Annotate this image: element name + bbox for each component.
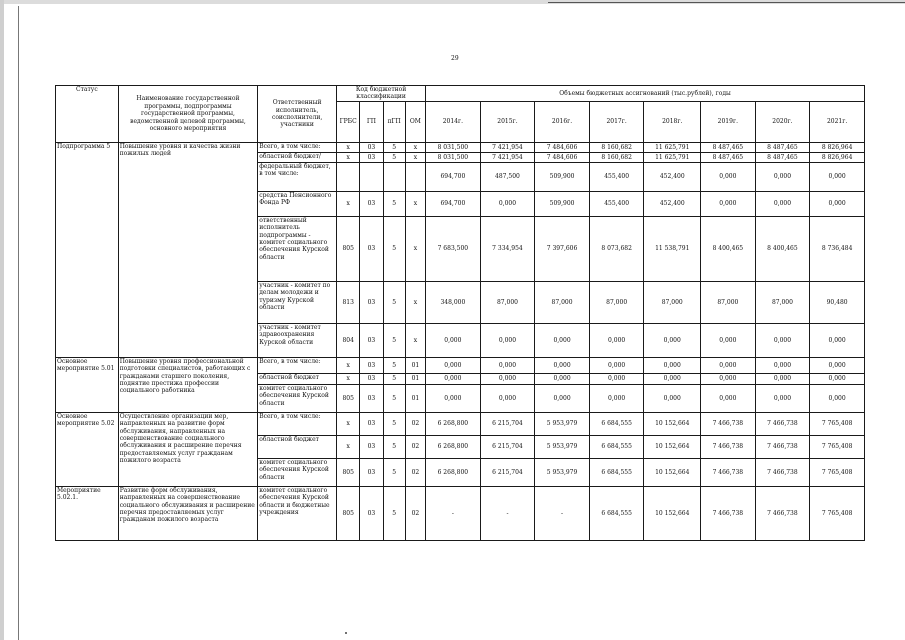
executor-cell: федеральный бюджет, в том числе: [258,162,337,191]
scan-left-line [18,6,19,640]
budget-table [55,85,865,541]
status-cell: Подпрограмма 5 [56,142,119,357]
code-cell: 03 [360,191,383,216]
executor-cell: участник - комитет здравоохранения Курской области [258,323,337,357]
status-cell: Мероприятие 5.02.1. [56,486,119,540]
code-cell: 03 [360,384,383,412]
code-cell: 03 [360,152,383,162]
value-cell: 11 625,791 [644,142,701,152]
program-name-cell: Повышение уровня и качества жизни пожилых людей [118,142,258,357]
value-cell: 6 215,704 [480,435,535,458]
value-cell: 0,000 [810,357,865,373]
code-cell [337,162,360,191]
executor-cell: комитет социального обеспечения Курской области [258,384,337,412]
value-cell: 0,000 [535,323,590,357]
value-cell: 6 215,704 [480,412,535,435]
value-cell: 8 400,465 [701,216,756,281]
value-cell: 0,000 [701,384,756,412]
value-cell: 87,000 [755,281,810,323]
value-cell: 8 160,682 [589,152,644,162]
value-cell: 0,000 [701,162,756,191]
value-cell: 0,000 [589,357,644,373]
value-cell: 6 215,704 [480,458,535,486]
header-code-1: ГП [360,101,383,142]
value-cell: 455,400 [589,162,644,191]
header-year-1: 2015г. [480,101,535,142]
executor-cell: комитет социального обеспечения Курской области [258,458,337,486]
value-cell: 7 421,954 [480,152,535,162]
value-cell: 0,000 [535,384,590,412]
header-year-7: 2021г. [810,101,865,142]
value-cell: - [535,486,590,540]
value-cell: 0,000 [535,357,590,373]
code-cell: 01 [405,373,425,384]
scan-top-line [548,2,905,3]
value-cell: 0,000 [755,191,810,216]
table-row [56,486,865,540]
code-cell: 5 [383,412,405,435]
value-cell: 0,000 [755,323,810,357]
value-cell: 8 826,964 [810,152,865,162]
value-cell: 0,000 [810,191,865,216]
value-cell: 0,000 [589,373,644,384]
value-cell: 0,000 [644,323,701,357]
value-cell: 7 466,738 [701,486,756,540]
value-cell: 90,480 [810,281,865,323]
header-name: Наименование государственной программы, подпрограммы государственной программы, ведомственной целевой программы, основного мероприятия [118,86,258,143]
value-cell: 509,900 [535,162,590,191]
value-cell: 0,000 [810,373,865,384]
value-cell: 0,000 [480,191,535,216]
header-year-4: 2018г. [644,101,701,142]
value-cell: 0,000 [810,162,865,191]
executor-cell: областной бюджет/ [258,152,337,162]
value-cell: 7 765,408 [810,435,865,458]
value-cell: 8 487,465 [755,142,810,152]
value-cell: 8 487,465 [755,152,810,162]
value-cell: 0,000 [644,373,701,384]
executor-cell: областной бюджет [258,373,337,384]
header-code-3: ОМ [405,101,425,142]
value-cell: 8 160,682 [589,142,644,152]
value-cell: 0,000 [755,162,810,191]
code-cell: х [405,281,425,323]
value-cell: 0,000 [480,357,535,373]
value-cell: 7 466,738 [755,458,810,486]
status-cell: Основное мероприятие 5.01 [56,357,119,412]
code-cell: 5 [383,373,405,384]
value-cell: 8 487,465 [701,142,756,152]
value-cell: 87,000 [535,281,590,323]
value-cell: 10 152,664 [644,412,701,435]
value-cell: 694,700 [426,191,481,216]
value-cell: 487,500 [480,162,535,191]
value-cell: 10 152,664 [644,435,701,458]
table-body [56,142,865,540]
code-cell: 03 [360,486,383,540]
header-year-2: 2016г. [535,101,590,142]
code-cell: 03 [360,142,383,152]
value-cell: 694,700 [426,162,481,191]
value-cell: 7 484,606 [535,142,590,152]
value-cell: 8 031,500 [426,152,481,162]
value-cell: 0,000 [755,384,810,412]
code-cell: х [405,191,425,216]
code-cell: х [405,152,425,162]
program-name-cell: Повышение уровня профессиональной подготовки специалистов, работающих с гражданами старшего поколения, поднятие престижа профессии социального работника [118,357,258,412]
executor-cell: участник - комитет по делам молодежи и туризму Курской области [258,281,337,323]
page-number: 29 [451,55,459,62]
value-cell: - [426,486,481,540]
header-volumes-group: Объемы бюджетных ассигнований (тыс.рублей), годы [426,86,865,102]
code-cell: х [405,323,425,357]
value-cell: 8 487,465 [701,152,756,162]
code-cell: 03 [360,323,383,357]
value-cell: 6 268,800 [426,458,481,486]
code-cell: х [337,142,360,152]
header-code-0: ГРБС [337,101,360,142]
value-cell: 6 684,555 [589,435,644,458]
value-cell: 8 031,500 [426,142,481,152]
value-cell: 87,000 [589,281,644,323]
value-cell: 0,000 [589,384,644,412]
code-cell [360,162,383,191]
value-cell: 8 400,465 [755,216,810,281]
code-cell: 01 [405,357,425,373]
value-cell: 7 484,606 [535,152,590,162]
table-header [56,86,865,143]
value-cell: 6 684,555 [589,412,644,435]
value-cell: 0,000 [701,357,756,373]
value-cell: 452,400 [644,162,701,191]
value-cell: 8 736,484 [810,216,865,281]
code-cell: 805 [337,216,360,281]
value-cell: 87,000 [701,281,756,323]
scan-left-edge [0,0,4,640]
value-cell: 0,000 [480,373,535,384]
code-cell: 805 [337,384,360,412]
value-cell: 10 152,664 [644,486,701,540]
value-cell: 509,900 [535,191,590,216]
code-cell: 03 [360,373,383,384]
header-year-3: 2017г. [589,101,644,142]
code-cell [383,162,405,191]
code-cell: 03 [360,216,383,281]
program-name-cell: Развитие форм обслуживания, направленных на совершенствование социального обслуживания и расширение перечня предоставляемых услуг гражданам пожилого возраста [118,486,258,540]
code-cell: 5 [383,152,405,162]
value-cell: 0,000 [589,323,644,357]
value-cell: 0,000 [644,357,701,373]
code-cell: 5 [383,323,405,357]
value-cell: 0,000 [755,357,810,373]
value-cell: 0,000 [426,384,481,412]
value-cell: 6 684,555 [589,458,644,486]
value-cell: 5 953,979 [535,412,590,435]
code-cell: 03 [360,435,383,458]
value-cell: 0,000 [810,384,865,412]
code-cell: 5 [383,216,405,281]
executor-cell: ответственный исполнитель подпрограммы - комитет социального обеспечения Курской области [258,216,337,281]
code-cell: х [337,191,360,216]
value-cell: 452,400 [644,191,701,216]
header-executor: Ответственный исполнитель, соисполнители, участники [258,86,337,143]
value-cell: 0,000 [426,373,481,384]
code-cell: 02 [405,486,425,540]
value-cell: 0,000 [701,323,756,357]
code-cell [405,162,425,191]
code-cell: 804 [337,323,360,357]
code-cell: 5 [383,458,405,486]
program-name-cell: Осуществление организации мер, направленных на развитие форм обслуживания, направленных на совершенствование социального обслуживания и расширение перечня предоставляемых услуг гражданам пожилого возраста [118,412,258,486]
header-code-2: пГП [383,101,405,142]
code-cell: 02 [405,458,425,486]
value-cell: 5 953,979 [535,458,590,486]
value-cell: 0,000 [810,323,865,357]
code-cell: х [337,412,360,435]
value-cell: 0,000 [426,323,481,357]
value-cell: 5 953,979 [535,435,590,458]
code-cell: 5 [383,281,405,323]
status-cell: Основное мероприятие 5.02 [56,412,119,486]
code-cell: 5 [383,384,405,412]
code-cell: 5 [383,486,405,540]
executor-cell: Всего, в том числе: [258,357,337,373]
value-cell: 7 466,738 [755,435,810,458]
value-cell: 0,000 [426,357,481,373]
value-cell: 7 334,954 [480,216,535,281]
value-cell: 455,400 [589,191,644,216]
table-row [56,357,865,373]
value-cell: 10 152,664 [644,458,701,486]
value-cell: 8 073,682 [589,216,644,281]
value-cell: 7 765,408 [810,458,865,486]
executor-cell: областной бюджет [258,435,337,458]
table-row [56,412,865,435]
code-cell: х [405,142,425,152]
value-cell: 87,000 [644,281,701,323]
code-cell: 02 [405,412,425,435]
value-cell: 0,000 [755,373,810,384]
code-cell: 03 [360,281,383,323]
value-cell: 7 466,738 [701,458,756,486]
value-cell: 0,000 [701,373,756,384]
code-cell: 5 [383,357,405,373]
code-cell: 813 [337,281,360,323]
value-cell: 0,000 [644,384,701,412]
executor-cell: средства Пенсионного Фонда РФ [258,191,337,216]
value-cell: 7 765,408 [810,486,865,540]
value-cell: 6 268,800 [426,435,481,458]
value-cell: 11 625,791 [644,152,701,162]
code-cell: 01 [405,384,425,412]
header-status: Статус [56,86,119,143]
value-cell: 7 397,606 [535,216,590,281]
header-row-top [56,86,865,102]
header-year-5: 2019г. [701,101,756,142]
executor-cell: Всего, в том числе: [258,412,337,435]
value-cell: 7 683,500 [426,216,481,281]
value-cell: 87,000 [480,281,535,323]
value-cell: 6 268,800 [426,412,481,435]
code-cell: х [337,152,360,162]
value-cell: 6 684,555 [589,486,644,540]
code-cell: 5 [383,435,405,458]
value-cell: 0,000 [701,191,756,216]
code-cell: 5 [383,191,405,216]
value-cell: 0,000 [480,323,535,357]
code-cell: 03 [360,412,383,435]
code-cell: 805 [337,458,360,486]
code-cell: 02 [405,435,425,458]
executor-cell: комитет социального обеспечения Курской области и бюджетные учреждения [258,486,337,540]
value-cell: 348,000 [426,281,481,323]
value-cell: 7 466,738 [755,412,810,435]
table-row [56,142,865,152]
header-code-group: Код бюджетной классификации [337,86,426,102]
value-cell: 7 466,738 [701,435,756,458]
value-cell: 7 466,738 [755,486,810,540]
code-cell: 03 [360,458,383,486]
code-cell: 03 [360,357,383,373]
value-cell: 0,000 [480,384,535,412]
code-cell: х [337,373,360,384]
value-cell: 11 538,791 [644,216,701,281]
header-year-6: 2020г. [755,101,810,142]
code-cell: х [337,435,360,458]
code-cell: х [337,357,360,373]
value-cell: - [480,486,535,540]
executor-cell: Всего, в том числе: [258,142,337,152]
value-cell: 0,000 [535,373,590,384]
code-cell: 805 [337,486,360,540]
code-cell: 5 [383,142,405,152]
code-cell: х [405,216,425,281]
value-cell: 7 421,954 [480,142,535,152]
header-year-0: 2014г. [426,101,481,142]
value-cell: 8 826,964 [810,142,865,152]
scan-speck [345,632,347,634]
value-cell: 7 765,408 [810,412,865,435]
value-cell: 7 466,738 [701,412,756,435]
